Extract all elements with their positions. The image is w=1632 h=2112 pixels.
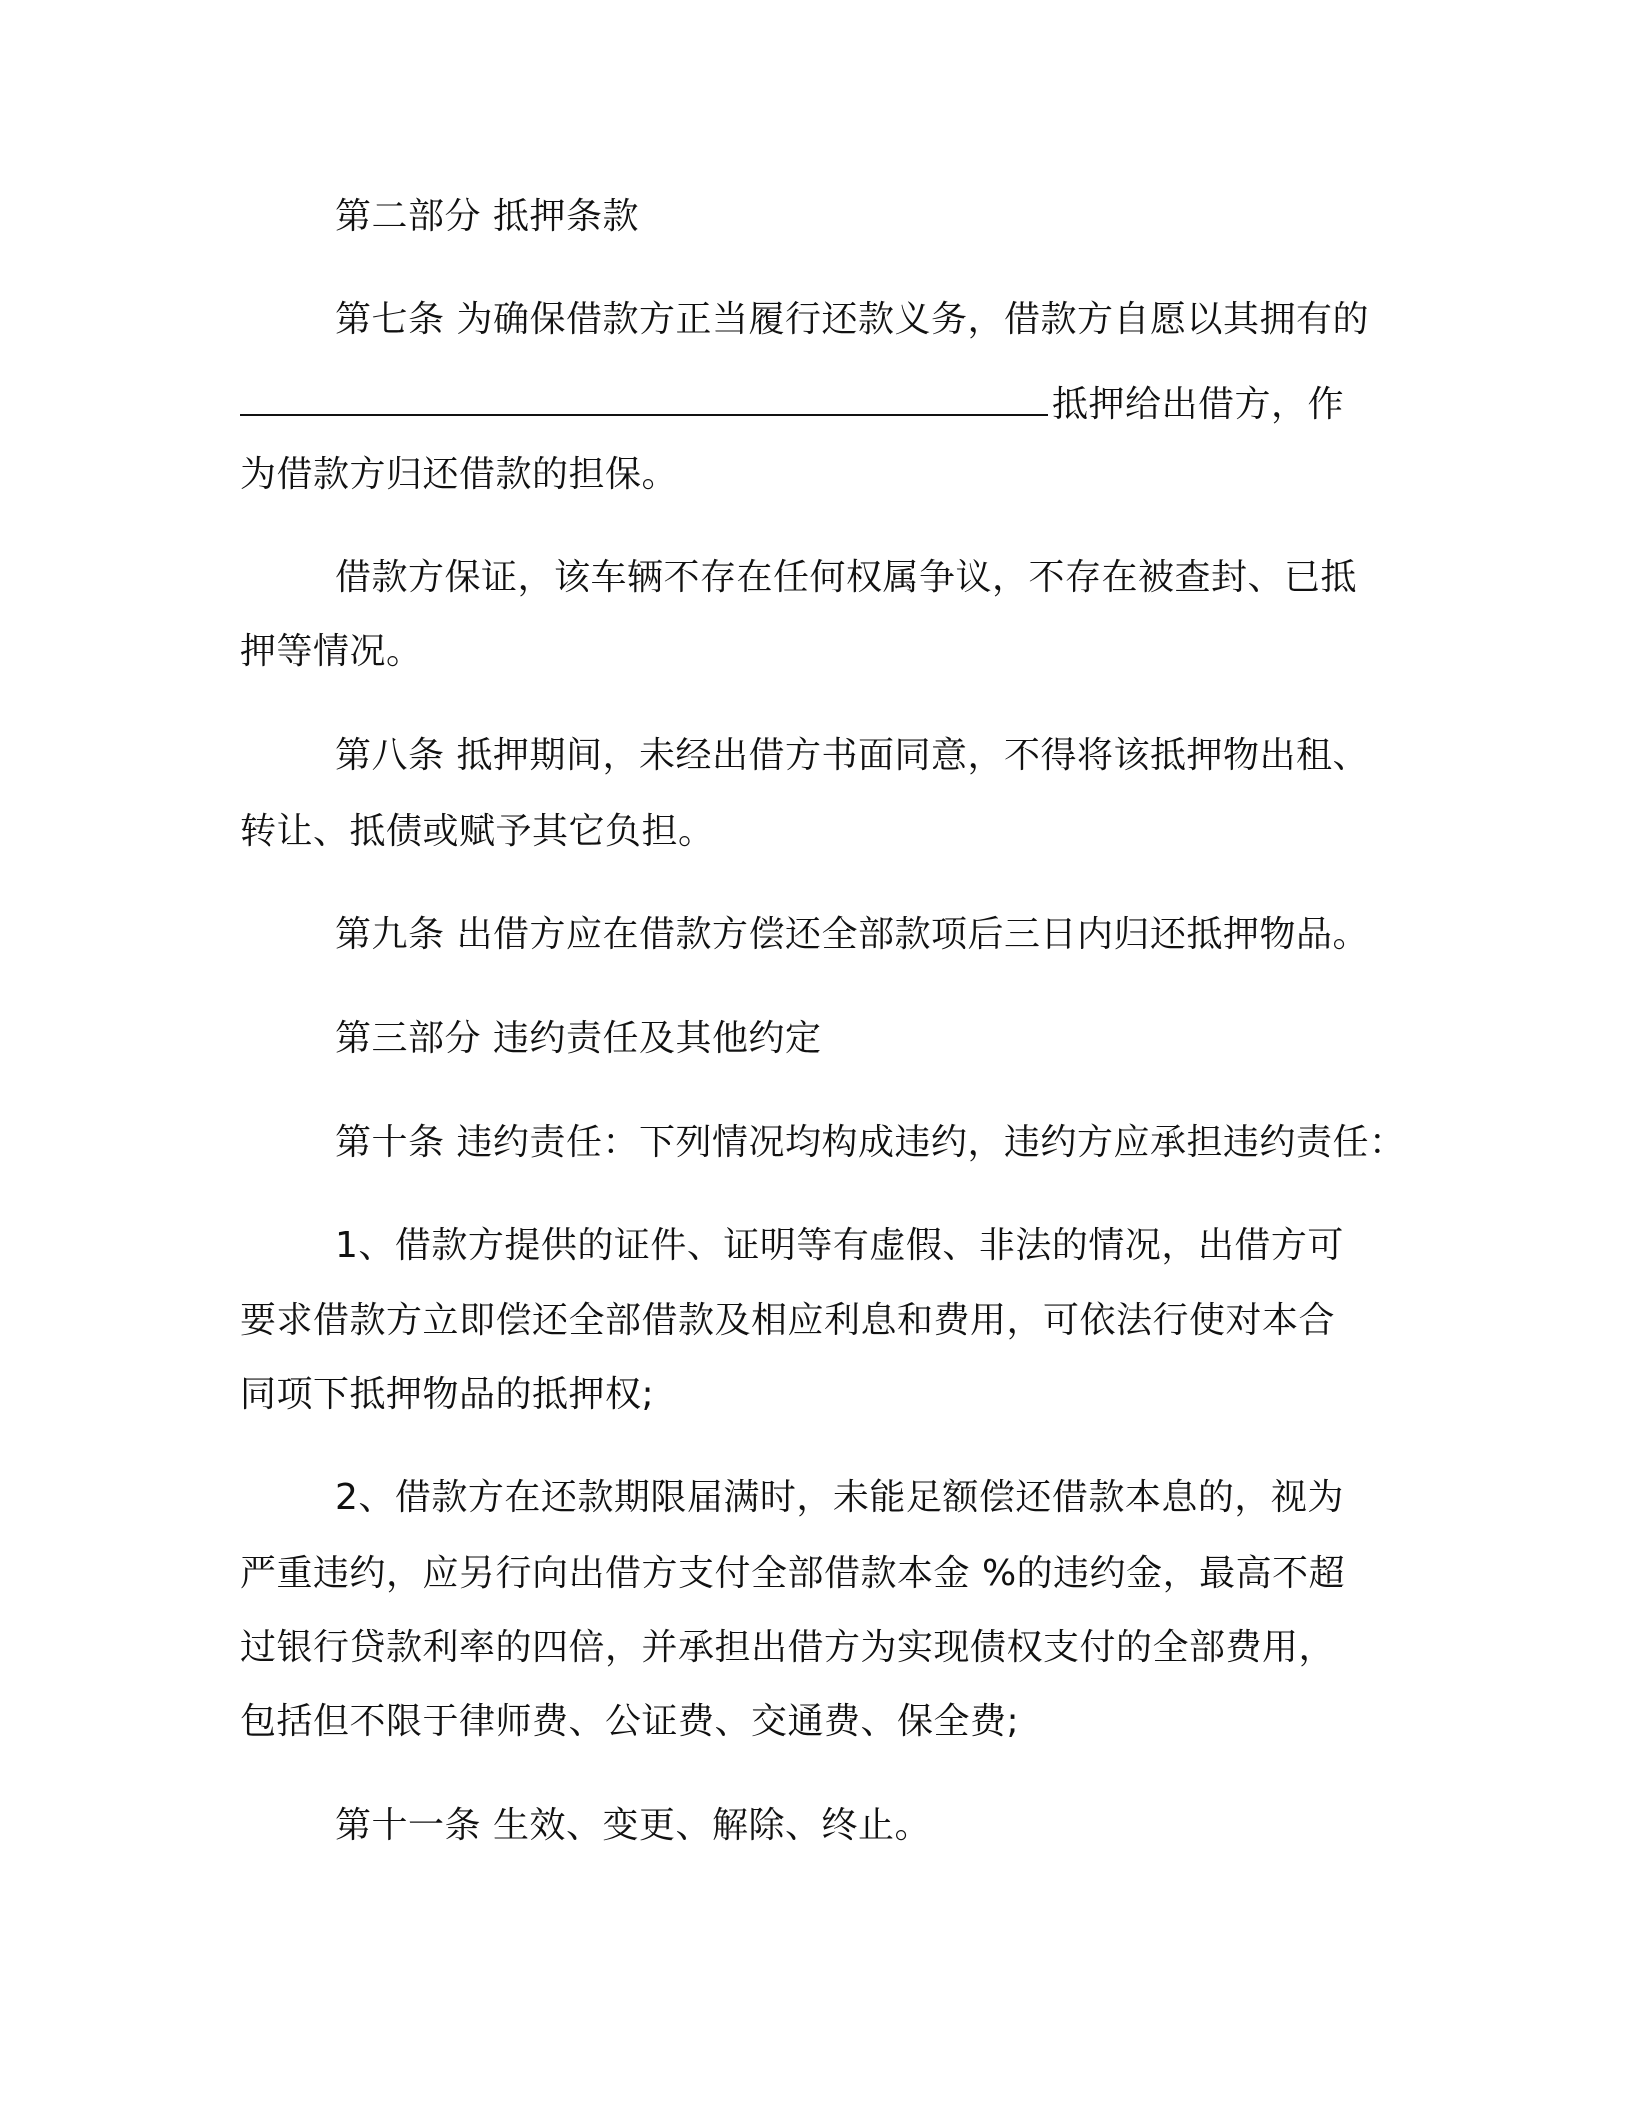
item-2-line-4: 包括但不限于律师费、公证费、交通费、保全费; xyxy=(240,1701,1020,1742)
fill-in-blank xyxy=(240,380,1048,416)
item-2-line-3: 过银行贷款利率的四倍，并承担出借方为实现债权支付的全部费用， xyxy=(240,1627,1336,1668)
clause-10-line: 第十条 违约责任：下列情况均构成违约，违约方应承担违约责任： xyxy=(335,1122,1406,1163)
clause-8-line-2: 转让、抵债或赋予其它负担。 xyxy=(240,811,715,852)
clause-7-line-2 xyxy=(240,380,1344,427)
clause-7-line-2-text: 抵押给出借方，作 xyxy=(1052,384,1345,425)
clause-7-line-3: 为借款方归还借款的担保。 xyxy=(240,454,679,495)
item-1-line-2: 要求借款方立即偿还全部借款及相应利息和费用，可依法行使对本合 xyxy=(240,1300,1336,1341)
item-2-line-2: 严重违约，应另行向出借方支付全部借款本金 %的违约金，最高不超 xyxy=(240,1553,1346,1594)
item-1-line-3: 同项下抵押物品的抵押权; xyxy=(240,1374,655,1415)
clause-9-line: 第九条 出借方应在借款方偿还全部款项后三日内归还抵押物品。 xyxy=(335,914,1369,955)
clause-8-line-1: 第八条 抵押期间，未经出借方书面同意，不得将该抵押物出租、 xyxy=(335,735,1369,776)
item-2-line-1: 2、借款方在还款期限届满时，未能足额偿还借款本息的，视为 xyxy=(335,1477,1344,1518)
guarantee-line-1: 借款方保证，该车辆不存在任何权属争议，不存在被查封、已抵 xyxy=(335,557,1358,598)
guarantee-line-2: 押等情况。 xyxy=(240,631,423,672)
clause-11-line: 第十一条 生效、变更、解除、终止。 xyxy=(335,1805,931,1846)
item-1-line-1: 1、借款方提供的证件、证明等有虚假、非法的情况，出借方可 xyxy=(335,1225,1344,1266)
section-heading-part-three: 第三部分 违约责任及其他约定 xyxy=(335,1018,822,1059)
section-heading-part-two: 第二部分 抵押条款 xyxy=(335,196,639,237)
clause-7-line-1: 第七条 为确保借款方正当履行还款义务，借款方自愿以其拥有的 xyxy=(335,299,1369,340)
